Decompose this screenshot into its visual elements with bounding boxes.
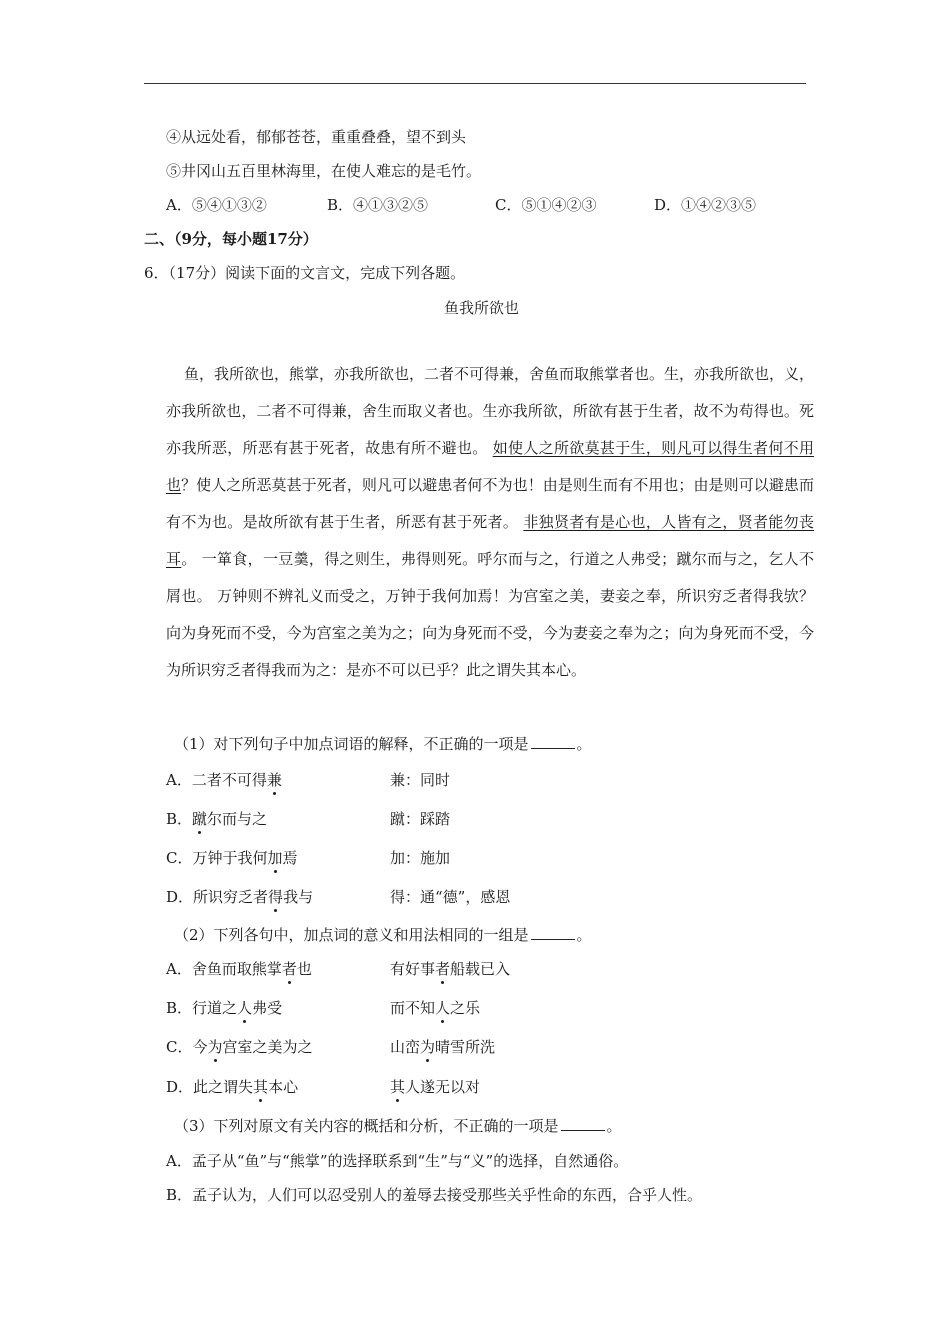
- option-text: 宫室之美为之: [222, 1038, 313, 1056]
- section-heading: 二、（9分，每小题17分）: [144, 230, 318, 248]
- sub2-option-a-left: [166, 959, 312, 979]
- option-text: 孟子从“鱼”与“熊掌”的选择联系到“生”与“义”的选择，自然通俗。: [191, 1152, 629, 1170]
- answer-blank[interactable]: [561, 1116, 605, 1131]
- dotted-word: 兼: [266, 771, 282, 789]
- dotted-word: 其: [253, 1078, 269, 1096]
- sub3-option-b: [166, 1185, 702, 1205]
- header-rule: [144, 83, 806, 84]
- option-letter: D．: [166, 888, 194, 906]
- sub2-option-a-right: [390, 959, 510, 979]
- option-text: 弗受: [252, 999, 283, 1017]
- underlined-sentence-2: 非独贤者有是心也，人皆有之，贤者能勿丧耳: [166, 513, 814, 568]
- option-text: ①④②③⑤: [681, 196, 757, 214]
- sub1-option-a: [166, 770, 282, 790]
- question-6-stem: 6．（17分）阅读下面的文言文，完成下列各题。: [144, 264, 466, 282]
- option-letter: C．: [166, 1038, 193, 1056]
- option-letter: B．: [166, 999, 193, 1017]
- passage-body: [166, 356, 814, 689]
- option-text: 今: [192, 1038, 208, 1056]
- stem-text: （3）下列对原文有关内容的概括和分析，不正确的一项是: [174, 1117, 559, 1135]
- option-letter: B．: [166, 810, 193, 828]
- option-text: 山峦: [390, 1038, 421, 1056]
- option-text: 有好事: [390, 960, 436, 978]
- sub-question-3-stem: [174, 1116, 622, 1136]
- item-5: ⑤井冈山五百里林海里，在使人难忘的是毛竹。: [166, 162, 482, 180]
- option-letter: B．: [166, 1186, 193, 1204]
- stem-end: 。: [606, 1117, 622, 1135]
- option-letter: D．: [654, 196, 682, 214]
- option-text: ④①③②⑤: [353, 196, 429, 214]
- option-letter: B．: [327, 196, 354, 214]
- sub1-option-c: [166, 848, 298, 868]
- dotted-word: 为: [207, 1038, 223, 1056]
- option-letter: C．: [495, 196, 522, 214]
- q5-option-c: [495, 195, 597, 215]
- q5-option-a: [166, 195, 267, 215]
- option-text: 船载已入: [450, 960, 511, 978]
- passage-text: 鱼，我所欲也，熊掌，亦我所欲也，二者不可得兼，舍鱼而取熊掌者也。生，亦我所欲也，义，亦我所欲也，二者不可得兼，舍生而取义者也。生亦我所欲，所欲有甚于生者，故不为苟得也。死亦我所恶，所恶有甚于死者，故患有所不避也。: [166, 365, 815, 457]
- option-text: 二者不可得: [191, 771, 267, 789]
- passage-text: 。 一箪食，一豆羹，得之则生，弗得则死。呼尔而与之，行道之人弗受；蹴尔而与之，乞人不屑也。 万钟则不辨礼义而受之，万钟于我何加焉！为宫室之美，妻妾之奉，所识穷乏者得我欤？向为身死而不受，今为宫室之美为之；向为身死而不受，今为妻妾之奉为之；向为身死而不受，今为所识穷乏者得我而为之：是亦不可以已乎？此之谓失其本心。: [166, 550, 814, 679]
- sub2-option-b-right: [390, 998, 480, 1018]
- option-letter: D．: [166, 1078, 194, 1096]
- sub1-option-d-explanation: 得：通“德”，感恩: [390, 888, 511, 906]
- underlined-sentence-1: 如使人之所欲莫甚于生，则凡可以得生者何不用也: [166, 439, 814, 494]
- passage-title: 鱼我所欲也: [444, 299, 520, 317]
- dotted-word: 者: [281, 960, 297, 978]
- q5-option-b: [327, 195, 428, 215]
- stem-end: 。: [576, 926, 592, 944]
- dotted-word: 加: [267, 849, 283, 867]
- option-letter: A．: [166, 196, 192, 214]
- answer-blank[interactable]: [531, 925, 575, 940]
- option-text: 舍鱼而取熊掌: [191, 960, 282, 978]
- dotted-word: 其: [390, 1078, 406, 1096]
- dotted-word: 人: [237, 999, 253, 1017]
- sub1-option-a-explanation: 兼：同时: [390, 771, 451, 789]
- option-text: 焉: [282, 849, 298, 867]
- dotted-word: 蹴: [192, 810, 208, 828]
- sub-question-2-stem: [174, 925, 592, 945]
- option-text: 所识穷乏者: [193, 888, 269, 906]
- option-text: 万钟于我何: [192, 849, 268, 867]
- item-4: ④从远处看，郁郁苍苍，重重叠叠，望不到头: [166, 128, 467, 146]
- sub1-option-b: [166, 809, 267, 829]
- option-text: 晴雪所洗: [435, 1038, 496, 1056]
- dotted-word: 者: [435, 960, 451, 978]
- sub1-option-d: [166, 887, 313, 907]
- sub2-option-d-left: [166, 1077, 298, 1097]
- sub2-option-c-right: [390, 1037, 495, 1057]
- answer-blank[interactable]: [531, 734, 575, 749]
- option-text: 而不知: [390, 999, 436, 1017]
- option-text: 人遂无以对: [405, 1078, 481, 1096]
- option-text: 我与: [283, 888, 314, 906]
- option-letter: A．: [166, 771, 192, 789]
- dotted-word: 为: [420, 1038, 436, 1056]
- option-text: 本心: [268, 1078, 299, 1096]
- sub1-option-b-explanation: 蹴：踩踏: [390, 810, 451, 828]
- stem-text: （2）下列各句中，加点词的意义和用法相同的一组是: [174, 926, 529, 944]
- option-text: ⑤①④②③: [521, 196, 597, 214]
- sub2-option-c-left: [166, 1037, 313, 1057]
- sub-question-1-stem: [174, 734, 592, 754]
- sub2-option-b-left: [166, 998, 282, 1018]
- q5-option-d: [654, 195, 756, 215]
- passage-text: ？使人之所恶莫甚于死者，则凡可以避患者何不为也！由是则生而有不用也；由是则可以避患而有不为也。是故所欲有甚于生者，所恶有甚于死者。: [166, 476, 814, 531]
- option-text: 也: [296, 960, 312, 978]
- sub3-option-a: [166, 1151, 628, 1171]
- option-text: 行道之: [192, 999, 238, 1017]
- option-letter: A．: [166, 960, 192, 978]
- option-letter: A．: [166, 1152, 192, 1170]
- option-text: 此之谓失: [193, 1078, 254, 1096]
- sub2-option-d-right: [390, 1077, 480, 1097]
- option-text: 孟子认为，人们可以忍受别人的羞辱去接受那些关乎性命的东西，合乎人性。: [192, 1186, 703, 1204]
- option-text: ⑤④①③②: [191, 196, 267, 214]
- dotted-word: 人: [435, 999, 451, 1017]
- option-letter: C．: [166, 849, 193, 867]
- stem-text: （1）对下列句子中加点词语的解释，不正确的一项是: [174, 735, 529, 753]
- dotted-word: 得: [268, 888, 284, 906]
- option-text: 尔而与之: [207, 810, 268, 828]
- option-text: 之乐: [450, 999, 481, 1017]
- stem-end: 。: [576, 735, 592, 753]
- sub1-option-c-explanation: 加：施加: [390, 849, 451, 867]
